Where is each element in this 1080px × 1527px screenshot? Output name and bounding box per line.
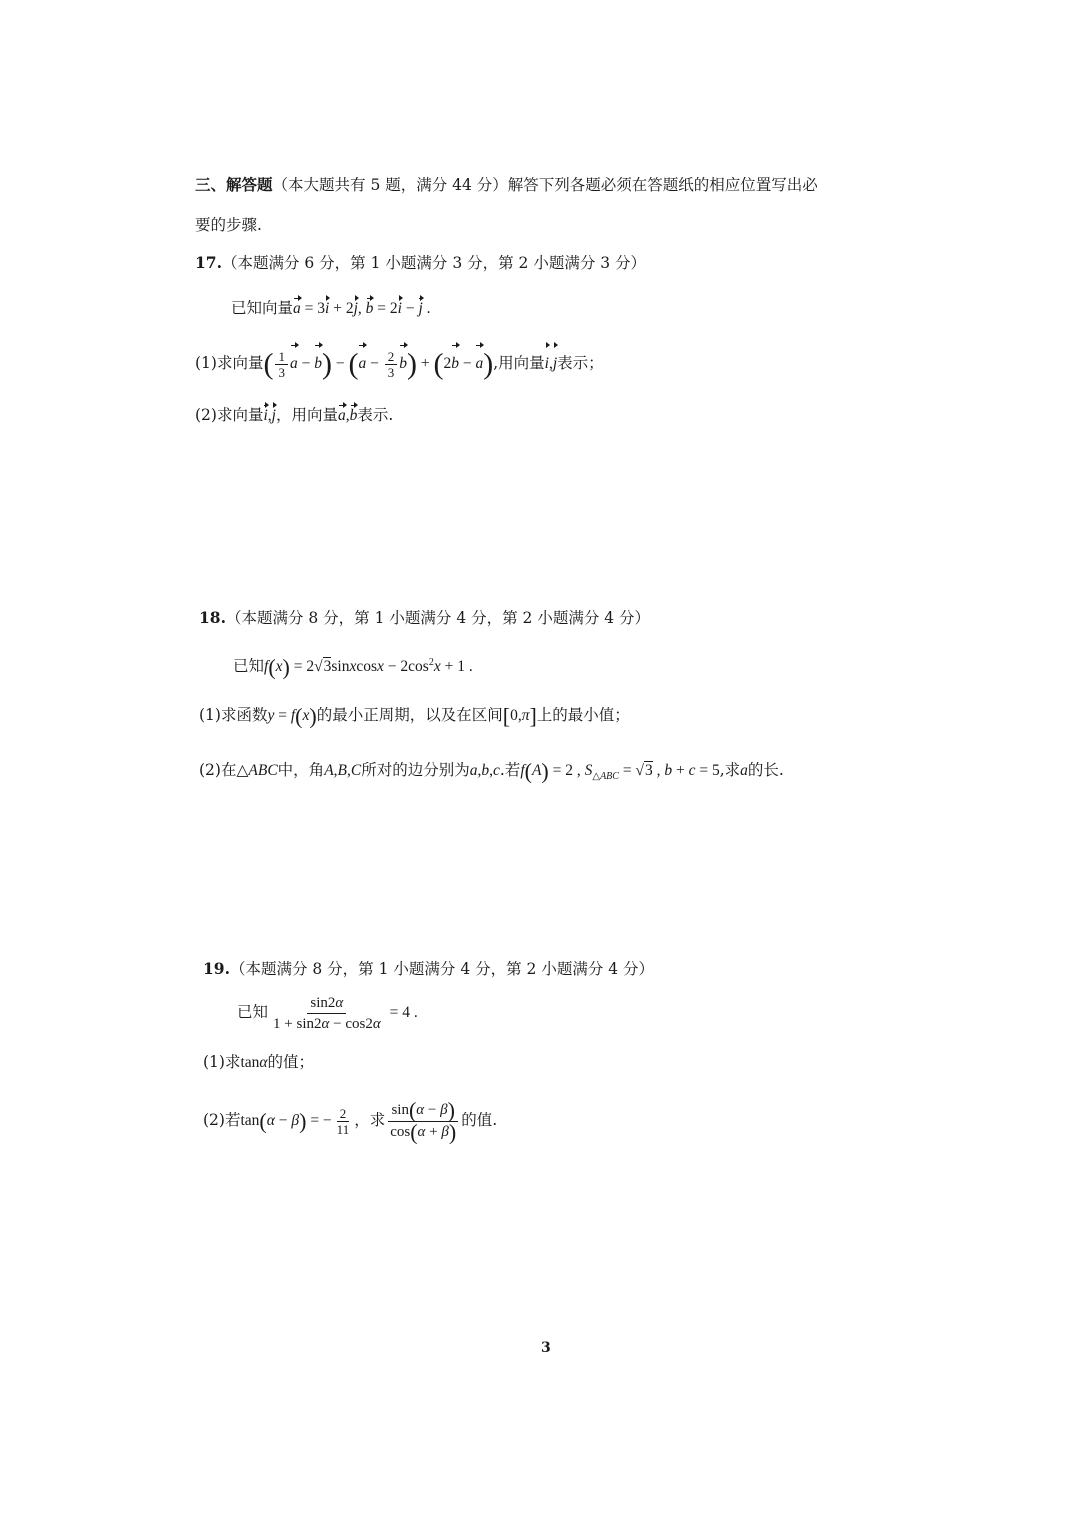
q17-header-text: （本题满分 6 分，第 1 小题满分 3 分，第 2 小题满分 3 分） <box>221 254 647 272</box>
q18-part2-mid3: .若 <box>499 761 521 779</box>
q19-part2-end: 的值. <box>461 1111 498 1129</box>
q17-part1-basis: i,j <box>545 355 558 372</box>
q18-part2-sides: a,b,c <box>469 762 500 779</box>
q17-given-formula: a = 3i + 2j, b = 2i − j . <box>293 300 431 317</box>
q17-part1-suffix: ,用向量 <box>493 354 545 372</box>
q17-part2-basis: a,b <box>338 407 357 424</box>
q17-part2-mid: ，用向量 <box>275 406 338 424</box>
q18-part2-conditions: f(A) = 2 , $S_{\triangle ABC} = √3$ , b + c = 5 <box>520 758 720 784</box>
q19-part2-prefix: (2)若 <box>203 1111 241 1129</box>
q17-part1 <box>195 343 604 384</box>
section-desc-line2: 要的步骤. <box>195 216 262 234</box>
q19-header-text: （本题满分 8 分，第 1 小题满分 4 分，第 2 小题满分 4 分） <box>229 960 655 978</box>
q18-part2-mid1: 中，角 <box>277 761 325 779</box>
q19-part2 <box>203 1098 497 1143</box>
q19-number: 19. <box>203 959 230 978</box>
q17-given <box>231 296 431 321</box>
q19-part2-mid: ，求 <box>354 1111 386 1129</box>
q18-number: 18. <box>199 608 226 627</box>
q18-part2-target: a <box>740 762 748 779</box>
q18-part1-interval: [0,π] <box>502 703 537 729</box>
section-title: 三、解答题 <box>195 175 273 194</box>
q18-part1-mid: 的最小正周期，以及在区间 <box>316 706 503 724</box>
q19-part1-end: 的值； <box>267 1053 315 1071</box>
q19-part1-expr: tanα <box>240 1054 268 1071</box>
q18-header-text: （本题满分 8 分，第 1 小题满分 4 分，第 2 小题满分 4 分） <box>225 609 651 627</box>
q17-part1-end: 表示； <box>557 354 604 372</box>
q17-part2-vectors: i,j <box>263 407 276 424</box>
q17-part2 <box>195 403 393 428</box>
q18-part2-prefix: (2)在 <box>199 761 237 779</box>
q19-given <box>237 990 418 1035</box>
q18-part1-end: 上的最小值； <box>536 706 630 724</box>
q17-part2-prefix: (2)求向量 <box>195 406 264 424</box>
q19-part1 <box>203 1050 314 1075</box>
page-number: 3 <box>541 1340 551 1356</box>
q17-given-prefix: 已知向量 <box>231 299 294 317</box>
q18-part2-mid2: 所对的边分别为 <box>361 761 470 779</box>
q18-part2-end: 的长. <box>747 761 784 779</box>
q18-given <box>233 651 473 680</box>
q18-part2 <box>199 758 784 789</box>
q17-part2-end: 表示. <box>357 406 394 424</box>
q17-part1-formula: ( $\frac{1}{3}$ a − b) − (a − $\frac{2}{3}$ b) + (2b − a) <box>263 355 493 372</box>
q18-part1 <box>199 703 630 728</box>
q17-part1-prefix: (1)求向量 <box>195 354 264 372</box>
q18-given-prefix: 已知 <box>233 657 265 676</box>
q19-given-prefix: 已知 <box>237 1003 269 1021</box>
q18-header <box>199 606 650 630</box>
q18-part2-angles: A,B,C <box>324 762 362 779</box>
q18-given-formula: f(x) = 2√3sinxcosx − $2\cos^2x + 1$ . <box>264 654 473 680</box>
q17-number: 17. <box>195 253 222 272</box>
q18-part1-function: y = f(x) <box>267 703 317 729</box>
q19-given-formula: $\frac{\sin 2\alpha}{1 + \sin 2\alpha - \cos 2\alpha}$ = 4 . <box>273 994 418 1032</box>
q19-part2-condition: tan(α − β) = − $\frac{2}{11}$ <box>240 1105 350 1137</box>
q18-part2-triangle: △ABC <box>236 762 278 779</box>
q18-part1-prefix: (1)求函数 <box>199 706 268 724</box>
q19-part1-prefix: (1)求 <box>203 1053 241 1071</box>
q19-part2-expr: $\frac{\sin(\alpha - \beta)}{\cos(\alpha + \beta)}$ <box>390 1097 457 1145</box>
section-desc-line1: （本大题共有 5 题，满分 44 分）解答下列各题必须在答题纸的相应位置写出必 <box>272 176 818 194</box>
q19-header <box>203 957 654 981</box>
q18-part2-mid4: ,求 <box>719 761 741 779</box>
section-header <box>195 173 818 197</box>
q17-header <box>195 251 646 275</box>
